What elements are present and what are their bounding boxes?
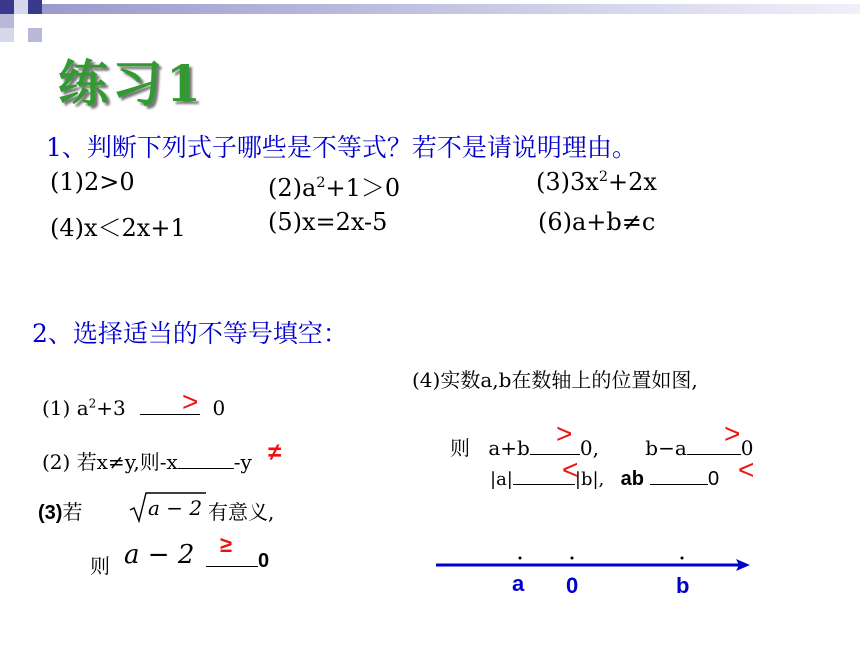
q2-part-3-expr: a − 2 xyxy=(124,540,195,570)
numberline-label-a: a xyxy=(512,571,525,596)
number-line-axis xyxy=(436,552,752,582)
q2-part-3-then: 则 xyxy=(90,554,110,578)
q2-part-4-intro: (4)实数a,b在数轴上的位置如图, xyxy=(412,368,698,392)
q2-answer-4b: > xyxy=(724,418,741,449)
q2-part-3-blank: 0 xyxy=(206,550,269,573)
q1-item-3: $(3)3x^2+2x$ xyxy=(536,168,657,196)
q2-part-2: (2) 若x≠y,则-x -y xyxy=(42,450,252,474)
q2-answer-4d: < xyxy=(738,454,755,485)
q1-item-6: (6)a+b≠c xyxy=(538,208,656,236)
q2-answer-3: ≥ xyxy=(220,532,233,557)
numberline-label-0: 0 xyxy=(566,573,579,598)
q2-part-4-row2: |a| |b|, ab 0 xyxy=(490,468,720,490)
q2-prompt: 2、选择适当的不等号填空： xyxy=(32,319,348,348)
q2-answer-4c: < xyxy=(562,454,579,485)
numberline-label-b: b xyxy=(676,573,690,598)
q2-part-4-row1: 则 a+b 0, b−a 0 xyxy=(450,436,754,460)
q1-item-2: $(2)a^2+1>0$ xyxy=(268,174,401,202)
q2-answer-2: ≠ xyxy=(268,439,282,466)
q1-item-5: (5)x=2x-5 xyxy=(268,208,388,236)
q2-part-3-meaning: 有意义, xyxy=(208,500,275,524)
q2-part-1: (1) $a^2+3$ 0 xyxy=(42,396,226,420)
slide-title: 练习1 xyxy=(58,54,205,113)
number-line xyxy=(436,552,752,586)
sqrt-expression: a − 2 xyxy=(128,490,208,528)
q2-answer-1: > xyxy=(182,386,199,417)
q2-answer-4a: > xyxy=(556,418,573,449)
q1-item-1: (1)2>0 xyxy=(50,168,135,196)
q1-prompt: 1、判断下列式子哪些是不等式？若不是请说明理由。 xyxy=(46,133,637,162)
q2-part-3: (3)若 xyxy=(38,500,83,524)
q1-item-4: (4)x＜2x+1 xyxy=(50,214,186,242)
